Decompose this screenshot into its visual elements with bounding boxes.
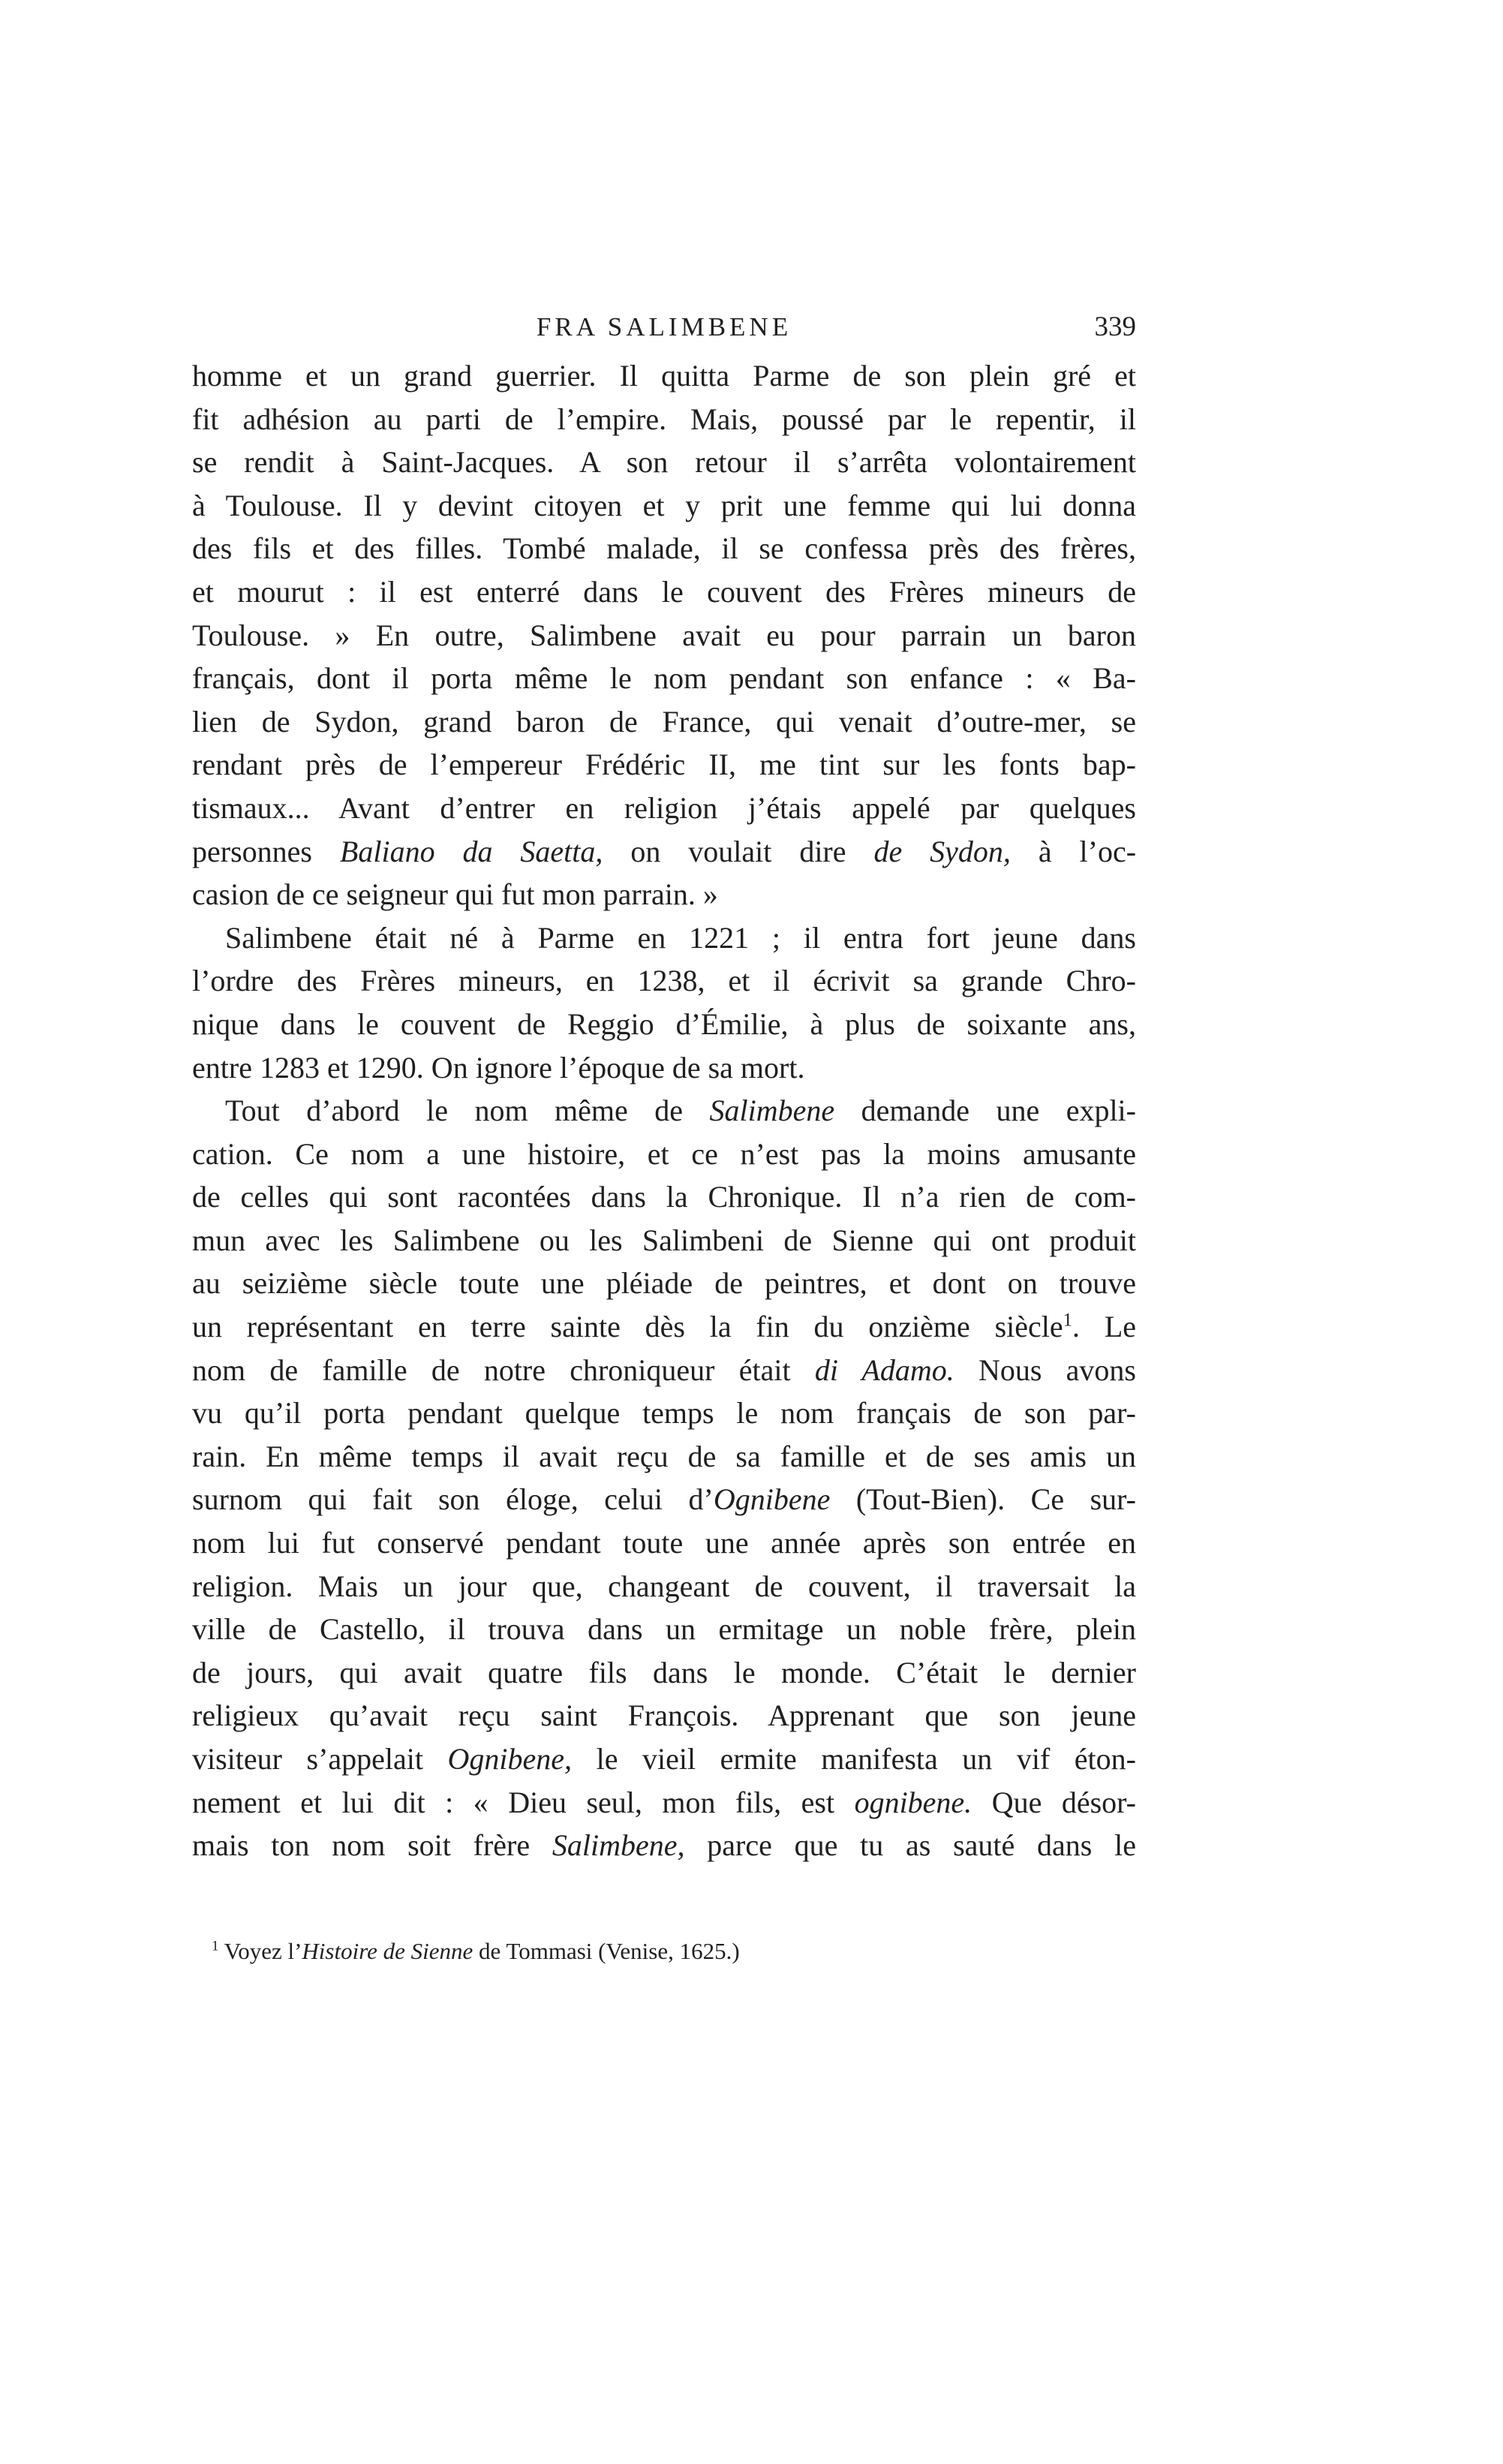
text-line (192, 1651, 1136, 1695)
text-segment: de jours, qui avait quatre fils dans le monde. C’était le dernier (192, 1655, 1136, 1689)
italic-text: Ognibene, (447, 1742, 573, 1776)
text-line (192, 1737, 1136, 1781)
text-line (192, 1003, 1136, 1046)
footnote (212, 1936, 1136, 1966)
text-segment: lien de Sydon, grand baron de France, qui venait d’outre-mer, se (192, 704, 1136, 739)
running-title: FRA SALIMBENE (536, 312, 792, 341)
text-segment: Nous avons (954, 1352, 1136, 1387)
text-line (192, 916, 1136, 960)
text-segment: nom lui fut conservé pendant toute une année après son entrée en (192, 1526, 1136, 1560)
text-segment: religieux qu’avait reçu saint François. Apprenant que son jeune (192, 1698, 1136, 1733)
text-line (192, 1046, 1136, 1090)
text-line (192, 1133, 1136, 1176)
text-line (192, 830, 1136, 874)
text-line (192, 1478, 1136, 1521)
text-line (192, 1305, 1136, 1349)
running-head (192, 306, 1136, 348)
text-segment: de Tommasi (Venise, 1625.) (473, 1938, 740, 1964)
text-segment: entre 1283 et 1290. On ignore l’époque de sa mort. (192, 1050, 805, 1085)
text-segment: casion de ce seigneur qui fut mon parrain. » (192, 877, 718, 912)
text-line (192, 743, 1136, 787)
text-segment: nique dans le couvent de Reggio d’Émilie, à plus de soixante ans, (192, 1006, 1136, 1041)
text-line (192, 398, 1136, 441)
text-line (192, 1694, 1136, 1737)
text-line (192, 959, 1136, 1003)
text-segment: à Toulouse. Il y devint citoyen et y prit une femme qui lui donna (192, 488, 1136, 522)
text-line (192, 1219, 1136, 1262)
italic-text: Histoire de Sienne (302, 1938, 473, 1964)
italic-text: Baliano da Saetta, (339, 834, 603, 868)
text-segment: visiteur s’appelait (192, 1742, 448, 1776)
italic-text: Salimbene, (552, 1828, 685, 1863)
text-line (192, 1608, 1136, 1651)
text-segment: vu qu’il porta pendant quelque temps le nom français de son par- (192, 1396, 1136, 1431)
italic-text: di Adamo. (814, 1352, 954, 1387)
text-line (192, 1824, 1136, 1867)
text-segment: français, dont il porta même le nom pendant son enfance : « Ba- (192, 661, 1136, 696)
text-segment: Toulouse. » En outre, Salimbene avait eu pour parrain un baron (192, 618, 1136, 652)
text-line (192, 873, 1136, 916)
text-segment: des fils et des filles. Tombé malade, il se confessa près des frères, (192, 531, 1136, 566)
page-number: 339 (1094, 311, 1136, 342)
text-line (192, 787, 1136, 830)
text-line (192, 1175, 1136, 1219)
text-segment: se rendit à Saint-Jacques. A son retour il s’arrêta volontairement (192, 445, 1136, 480)
text-line (192, 484, 1136, 528)
text-line (192, 1521, 1136, 1565)
italic-text: de Sydon, (873, 834, 1011, 868)
footnote-marker: 1 (1063, 1310, 1073, 1331)
text-line (192, 1262, 1136, 1305)
text-segment: cation. Ce nom a une histoire, et ce n’est pas la moins amusante (192, 1136, 1136, 1171)
italic-text: ognibene. (854, 1785, 972, 1819)
text-segment: surnom qui fait son éloge, celui d’ (192, 1482, 714, 1517)
body-text (192, 354, 1136, 1867)
text-line (192, 527, 1136, 570)
text-line (192, 1565, 1136, 1608)
text-line (192, 614, 1136, 657)
text-line (192, 570, 1136, 614)
text-segment: parce que tu as sauté dans le (684, 1828, 1136, 1863)
text-segment: rendant près de l’empereur Frédéric II, me tint sur les fonts bap- (192, 748, 1136, 782)
text-line (192, 1089, 1136, 1133)
text-segment: nement et lui dit : « Dieu seul, mon fils, est (192, 1785, 855, 1819)
text-segment: Voyez l’ (218, 1938, 302, 1964)
text-line (192, 441, 1136, 484)
text-segment: rain. En même temps il avait reçu de sa famille et de ses amis un (192, 1439, 1136, 1473)
italic-text: Salimbene (709, 1094, 835, 1128)
text-segment: Que désor- (972, 1785, 1136, 1819)
text-segment: un représentant en terre sainte dès la fin du onzième siècle (192, 1310, 1063, 1344)
text-segment: nom de famille de notre chroniqueur était (192, 1352, 815, 1387)
text-segment: de celles qui sont racontées dans la Chronique. Il n’a rien de com- (192, 1180, 1136, 1214)
italic-text: Ognibene (713, 1482, 831, 1517)
text-segment: tismaux... Avant d’entrer en religion j’étais appelé par quelques (192, 790, 1136, 825)
text-line (192, 700, 1136, 744)
text-line (192, 1349, 1136, 1392)
text-segment: demande une expli- (834, 1094, 1136, 1128)
text-segment: l’ordre des Frères mineurs, en 1238, et il écrivit sa grande Chro- (192, 964, 1136, 998)
text-line (192, 657, 1136, 700)
text-segment: mais ton nom soit frère (192, 1828, 552, 1863)
text-segment: personnes (192, 834, 340, 868)
text-line (192, 1391, 1136, 1435)
footnote-marker: 1 (212, 1938, 219, 1954)
text-line (192, 354, 1136, 398)
text-segment: homme et un grand guerrier. Il quitta Parme de son plein gré et (192, 359, 1136, 393)
text-segment: à l’oc- (1010, 834, 1136, 868)
text-segment: religion. Mais un jour que, changeant de couvent, il traversait la (192, 1569, 1136, 1603)
text-segment: on voulait dire (603, 834, 874, 868)
text-segment: et mourut : il est enterré dans le couvent des Frères mineurs de (192, 574, 1136, 609)
text-segment: . Le (1072, 1310, 1136, 1344)
text-segment: mun avec les Salimbene ou les Salimbeni de Sienne qui ont produit (192, 1223, 1136, 1257)
text-segment: Tout d’abord le nom même de (225, 1094, 710, 1128)
text-segment: (Tout-Bien). Ce sur- (830, 1482, 1136, 1517)
text-line (192, 1435, 1136, 1479)
text-segment: au seizième siècle toute une pléiade de peintres, et dont on trouve (192, 1266, 1136, 1301)
text-segment: ville de Castello, il trouva dans un ermitage un noble frère, plein (192, 1612, 1136, 1647)
text-segment: Salimbene était né à Parme en 1221 ; il entra fort jeune dans (225, 920, 1136, 955)
text-segment: le vieil ermite manifesta un vif éton- (572, 1742, 1136, 1776)
text-segment: fit adhésion au parti de l’empire. Mais, poussé par le repentir, il (192, 402, 1136, 436)
text-line (192, 1781, 1136, 1825)
